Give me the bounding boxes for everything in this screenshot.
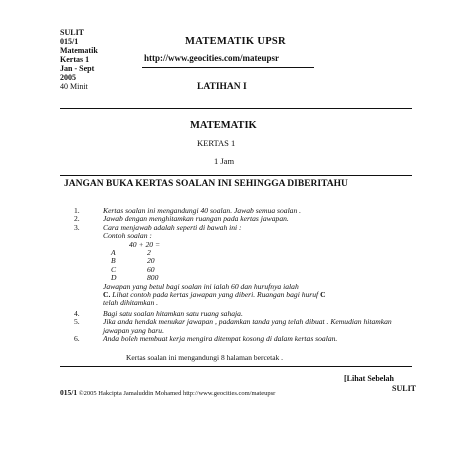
option-value: 20 xyxy=(147,256,155,266)
instruction-text: Jika anda hendak menukar jawapan , padamkan tanda yang telah dibuat . Kemudian hitamkan jawapan yang baru. xyxy=(103,317,392,335)
instruction-item xyxy=(74,318,414,335)
header-subject: Matematik xyxy=(60,46,98,55)
option-value: 2 xyxy=(147,248,151,258)
example-answer-line3: telah dihitamkan . xyxy=(103,298,159,308)
duration-label: 1 Jam xyxy=(214,156,235,166)
header-period: Jan - Sept xyxy=(60,64,95,73)
answer-note: Lihat contoh pada kertas jawapan yang diberi. Ruangan bagi huruf xyxy=(112,290,319,300)
header-duration: 40 Minit xyxy=(60,82,88,91)
instruction-block xyxy=(103,224,414,308)
divider-top xyxy=(60,108,412,109)
example-block xyxy=(103,241,414,283)
header-block xyxy=(60,28,98,91)
example-label: Contoh soalan : xyxy=(103,231,152,241)
instruction-number: 4. xyxy=(74,308,80,318)
footer-copyright: ©2005 Hakcipta Jamaluddin Mohamed http://www.geocities.com/mateupsr xyxy=(78,390,276,397)
header-sulit: SULIT xyxy=(60,28,85,37)
option-value: 60 xyxy=(147,264,155,274)
instruction-text: Kertas soalan ini mengandungi 40 soalan. Jawab semua soalan . xyxy=(103,206,302,215)
warning-text: JANGAN BUKA KERTAS SOALAN INI SEHINGGA DIBERITAHU xyxy=(64,179,348,189)
example-option xyxy=(111,249,414,257)
divider-warning xyxy=(60,175,412,176)
paper-label: KERTAS 1 xyxy=(197,138,236,148)
divider-bottom xyxy=(60,366,412,367)
answer-letter: C. xyxy=(103,290,111,300)
instructions-list xyxy=(74,207,414,344)
latihan-heading: LATIHAN I xyxy=(197,82,247,92)
instruction-text: Jawab dengan menghitamkan ruangan pada kertas jawapan. xyxy=(103,214,289,224)
site-url: http://www.geocities.com/mateupsr xyxy=(144,53,279,63)
answer-letter-highlight: C xyxy=(320,290,326,300)
next-page-note: [Lihat Sebelah xyxy=(344,374,395,383)
instruction-number: 2. xyxy=(74,214,80,224)
instruction-number: 5. xyxy=(74,317,80,327)
instruction-text: Anda boleh membuat kerja mengira ditempat kosong di dalam kertas soalan. xyxy=(103,334,338,344)
header-paper: Kertas 1 xyxy=(60,55,90,64)
pages-note: Kertas soalan ini mengandungi 8 halaman bercetak . xyxy=(126,353,284,362)
subject-heading: MATEMATIK xyxy=(190,120,257,131)
instruction-item xyxy=(74,335,414,343)
option-key: D xyxy=(111,273,117,283)
instruction-text: Bagi satu soalan hitamkan satu ruang sahaja. xyxy=(103,308,243,318)
option-key: A xyxy=(111,248,116,258)
option-value: 800 xyxy=(147,273,159,283)
instruction-number: 6. xyxy=(74,334,80,344)
header-year: 2005 xyxy=(60,73,76,82)
page-title: MATEMATIK UPSR xyxy=(185,36,286,47)
example-question: 40 + 20 = xyxy=(129,239,161,249)
url-underline xyxy=(142,67,314,68)
option-key: C xyxy=(111,264,117,274)
instruction-number: 3. xyxy=(74,222,80,232)
example-answer-line1: Jawapan yang betul bagi soalan ini ialah 60 dan hurufnya ialah xyxy=(103,281,299,291)
instruction-text: Cara menjawab adalah seperti di bawah ini : xyxy=(103,222,242,232)
example-option xyxy=(111,257,414,265)
instruction-number: 1. xyxy=(74,206,80,215)
footer-line xyxy=(60,388,275,397)
instruction-item xyxy=(74,224,414,308)
header-code: 015/1 xyxy=(60,37,79,46)
option-key: B xyxy=(111,256,116,266)
footer-code: 015/1 xyxy=(60,388,78,397)
footer-sulit: SULIT xyxy=(392,384,417,393)
